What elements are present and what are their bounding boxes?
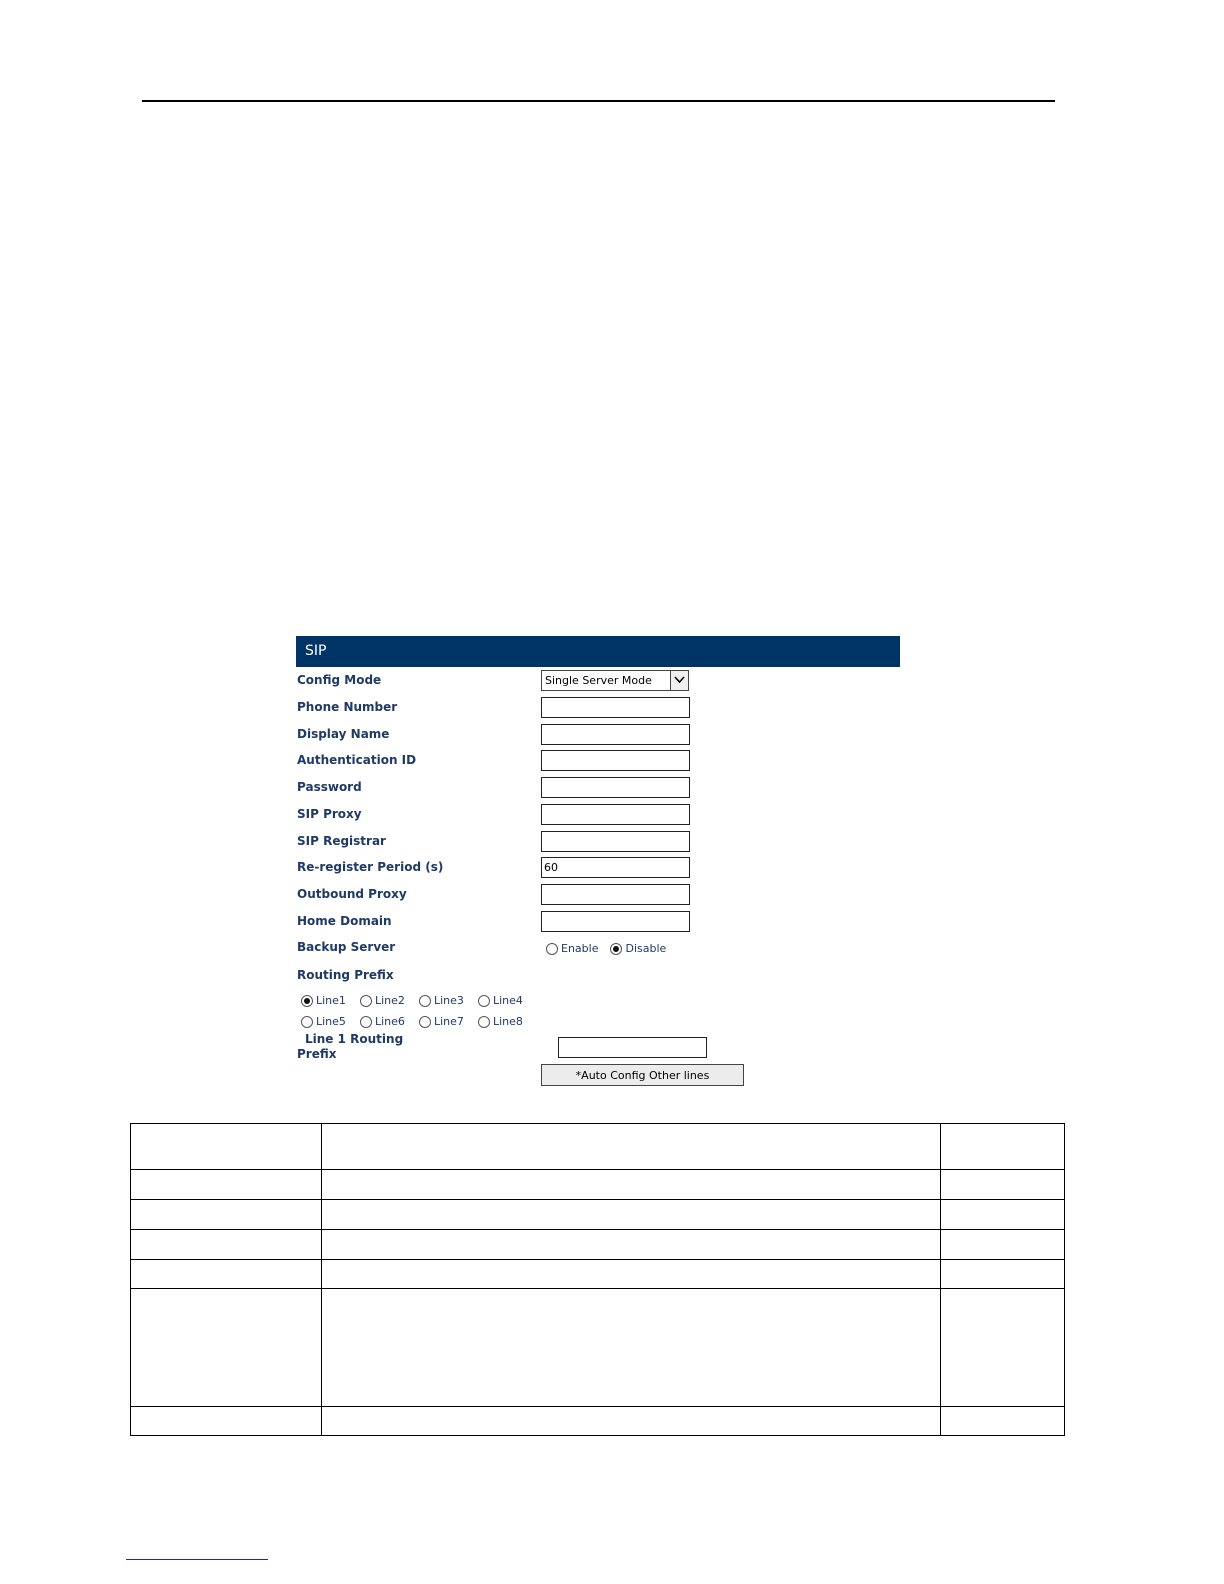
radio-selected-icon[interactable] xyxy=(610,943,622,955)
backup-enable-option[interactable] xyxy=(546,942,598,955)
authentication-id-input[interactable] xyxy=(541,750,690,771)
password-input[interactable] xyxy=(541,777,690,798)
footer-link-underline xyxy=(126,1559,268,1560)
sip-proxy-input[interactable] xyxy=(541,804,690,825)
home-domain-label: Home Domain xyxy=(297,914,392,928)
table-cell xyxy=(941,1289,1065,1407)
display-name-input[interactable] xyxy=(541,724,690,745)
line6-option[interactable] xyxy=(360,1015,419,1028)
table-cell xyxy=(131,1289,322,1407)
backup-enable-label: Enable xyxy=(561,942,599,955)
authentication-id-label: Authentication ID xyxy=(297,753,417,767)
radio-icon[interactable] xyxy=(360,995,372,1007)
routing-lines-row-1 xyxy=(301,994,537,1007)
table-cell xyxy=(941,1260,1065,1289)
table-cell xyxy=(321,1170,941,1200)
backup-disable-option[interactable] xyxy=(610,942,666,955)
outbound-proxy-input[interactable] xyxy=(541,884,690,905)
auto-config-button[interactable]: *Auto Config Other lines xyxy=(541,1064,744,1086)
table-cell xyxy=(131,1170,322,1200)
radio-icon[interactable] xyxy=(360,1016,372,1028)
table-cell xyxy=(131,1124,322,1170)
config-mode-select[interactable] xyxy=(541,670,689,691)
outbound-proxy-label: Outbound Proxy xyxy=(297,887,407,901)
sip-registrar-label: SIP Registrar xyxy=(297,834,386,848)
table-row xyxy=(131,1230,1065,1260)
reregister-period-label: Re-register Period (s) xyxy=(297,860,444,874)
table-cell xyxy=(321,1230,941,1260)
sip-proxy-label: SIP Proxy xyxy=(297,807,362,821)
table-cell xyxy=(941,1200,1065,1230)
chevron-down-icon[interactable] xyxy=(670,671,688,690)
line1-routing-label: Line 1 Routing xyxy=(305,1032,404,1046)
line-label: Line7 xyxy=(434,1015,464,1028)
table-row xyxy=(131,1289,1065,1407)
line-label: Line5 xyxy=(316,1015,346,1028)
config-mode-label: Config Mode xyxy=(297,673,382,687)
header-rule xyxy=(142,100,1055,102)
line-label: Line4 xyxy=(493,994,523,1007)
routing-prefix-label: Routing Prefix xyxy=(297,968,394,982)
line-label: Line1 xyxy=(316,994,346,1007)
line1-routing-prefix-input[interactable] xyxy=(558,1037,707,1058)
radio-icon[interactable] xyxy=(419,995,431,1007)
table-header-row xyxy=(131,1124,1065,1170)
table-cell xyxy=(321,1124,941,1170)
line-label: Line8 xyxy=(493,1015,523,1028)
table-cell xyxy=(131,1230,322,1260)
sip-registrar-input[interactable] xyxy=(541,831,690,852)
radio-icon[interactable] xyxy=(478,1016,490,1028)
table-cell xyxy=(131,1407,322,1436)
line5-option[interactable] xyxy=(301,1015,360,1028)
table-cell xyxy=(131,1200,322,1230)
radio-icon[interactable] xyxy=(301,1016,313,1028)
password-label: Password xyxy=(297,780,362,794)
radio-icon[interactable] xyxy=(478,995,490,1007)
sip-section-header: SIP xyxy=(296,636,900,667)
table-cell xyxy=(941,1170,1065,1200)
line8-option[interactable] xyxy=(478,1015,537,1028)
config-mode-selected: Single Server Mode xyxy=(545,674,652,687)
table-cell xyxy=(321,1260,941,1289)
table-cell xyxy=(321,1200,941,1230)
table-row xyxy=(131,1407,1065,1436)
line-label: Line6 xyxy=(375,1015,405,1028)
backup-server-radio-group xyxy=(546,942,678,955)
radio-icon[interactable] xyxy=(419,1016,431,1028)
line1-option[interactable] xyxy=(301,994,360,1007)
line4-option[interactable] xyxy=(478,994,537,1007)
table-cell xyxy=(321,1407,941,1436)
phone-number-input[interactable] xyxy=(541,697,690,718)
backup-server-label: Backup Server xyxy=(297,940,396,954)
radio-selected-icon[interactable] xyxy=(301,995,313,1007)
line-label: Line3 xyxy=(434,994,464,1007)
table-row xyxy=(131,1200,1065,1230)
parameter-table xyxy=(130,1123,1065,1436)
table-cell xyxy=(941,1124,1065,1170)
line3-option[interactable] xyxy=(419,994,478,1007)
line7-option[interactable] xyxy=(419,1015,478,1028)
table-row xyxy=(131,1260,1065,1289)
table-cell xyxy=(941,1230,1065,1260)
table-cell xyxy=(321,1289,941,1407)
backup-disable-label: Disable xyxy=(625,942,667,955)
line2-option[interactable] xyxy=(360,994,419,1007)
display-name-label: Display Name xyxy=(297,727,390,741)
home-domain-input[interactable] xyxy=(541,911,690,932)
line-label: Line2 xyxy=(375,994,405,1007)
line1-routing-label-cont: Prefix xyxy=(297,1047,337,1061)
phone-number-label: Phone Number xyxy=(297,700,398,714)
routing-lines-row-2 xyxy=(301,1015,537,1028)
table-cell xyxy=(941,1407,1065,1436)
radio-icon[interactable] xyxy=(546,943,558,955)
table-cell xyxy=(131,1260,322,1289)
reregister-period-input[interactable] xyxy=(541,857,690,878)
table-row xyxy=(131,1170,1065,1200)
